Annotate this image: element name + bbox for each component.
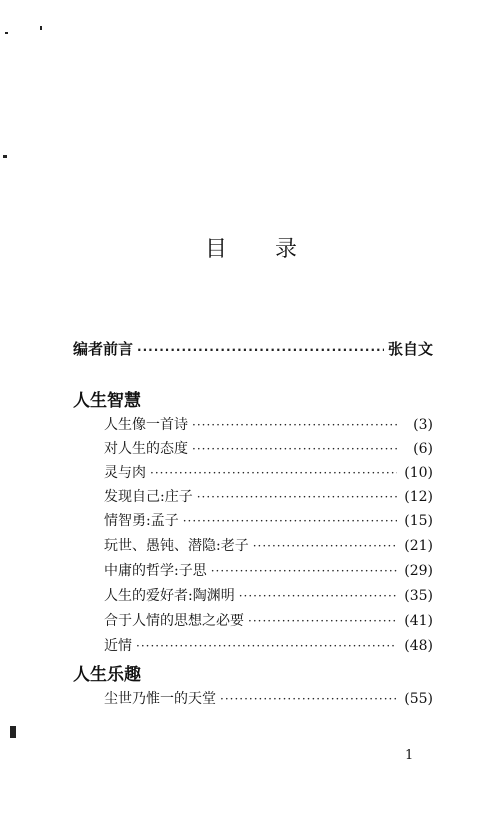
toc-entry[interactable]: [104, 610, 433, 634]
entry-title: 中庸的哲学:子思: [104, 563, 207, 579]
section-heading-1: 人生智慧: [73, 391, 141, 411]
toc-entry[interactable]: [104, 560, 433, 584]
entry-title: 合于人情的思想之必要: [104, 613, 244, 629]
entry-title: 对人生的态度: [104, 441, 188, 457]
dot-leader: [211, 564, 397, 578]
section-heading-2: 人生乐趣: [73, 665, 141, 685]
dot-leader: [192, 418, 397, 432]
page-number: 1: [405, 748, 414, 763]
toc-entry[interactable]: [104, 688, 433, 712]
dot-leader: [136, 639, 397, 653]
entry-title: 尘世乃惟一的天堂: [104, 691, 216, 707]
preface-editor: 张自文: [387, 340, 433, 358]
scan-speck: [3, 155, 7, 158]
entry-title: 人生的爱好者:陶渊明: [104, 588, 235, 604]
scan-speck: [40, 26, 42, 30]
toc-title: [205, 232, 297, 263]
toc-entry[interactable]: [104, 510, 433, 534]
entry-page: (35): [404, 588, 433, 604]
toc-entry[interactable]: [104, 535, 433, 559]
toc-entry[interactable]: [104, 438, 433, 462]
dot-leader: [220, 692, 397, 706]
preface-row[interactable]: [73, 338, 433, 359]
dot-leader: [150, 466, 397, 480]
entry-title: 玩世、愚钝、潜隐:老子: [104, 538, 249, 554]
dot-leader: [137, 343, 384, 357]
entry-page: (48): [404, 638, 433, 654]
dot-leader: [192, 442, 397, 456]
scan-speck: [5, 32, 8, 34]
dot-leader: [183, 514, 397, 528]
entry-page: (12): [404, 489, 433, 505]
entry-title: 灵与肉: [104, 465, 146, 481]
entry-title: 发现自己:庄子: [104, 489, 193, 505]
entry-page: (55): [404, 691, 433, 707]
entry-page: (21): [404, 538, 433, 554]
entry-page: (3): [413, 417, 433, 433]
entry-title: 情智勇:孟子: [104, 513, 179, 529]
entry-page: (6): [413, 441, 433, 457]
scan-speck: [10, 726, 16, 738]
toc-entry[interactable]: [104, 486, 433, 510]
entry-page: (10): [404, 465, 433, 481]
toc-entry[interactable]: [104, 414, 433, 438]
toc-entry[interactable]: [104, 585, 433, 609]
toc-title-char-2: 录: [275, 237, 298, 262]
preface-label: 编者前言: [73, 340, 134, 358]
entry-title: 人生像一首诗: [104, 417, 188, 433]
dot-leader: [197, 490, 397, 504]
dot-leader: [253, 539, 397, 553]
dot-leader: [248, 614, 397, 628]
entry-page: (41): [404, 613, 433, 629]
toc-entry[interactable]: [104, 635, 433, 659]
entry-page: (15): [404, 513, 433, 529]
toc-entry[interactable]: [104, 462, 433, 486]
entry-page: (29): [404, 563, 433, 579]
dot-leader: [239, 589, 397, 603]
entry-title: 近情: [104, 638, 132, 654]
toc-title-char-1: 目: [205, 237, 228, 262]
